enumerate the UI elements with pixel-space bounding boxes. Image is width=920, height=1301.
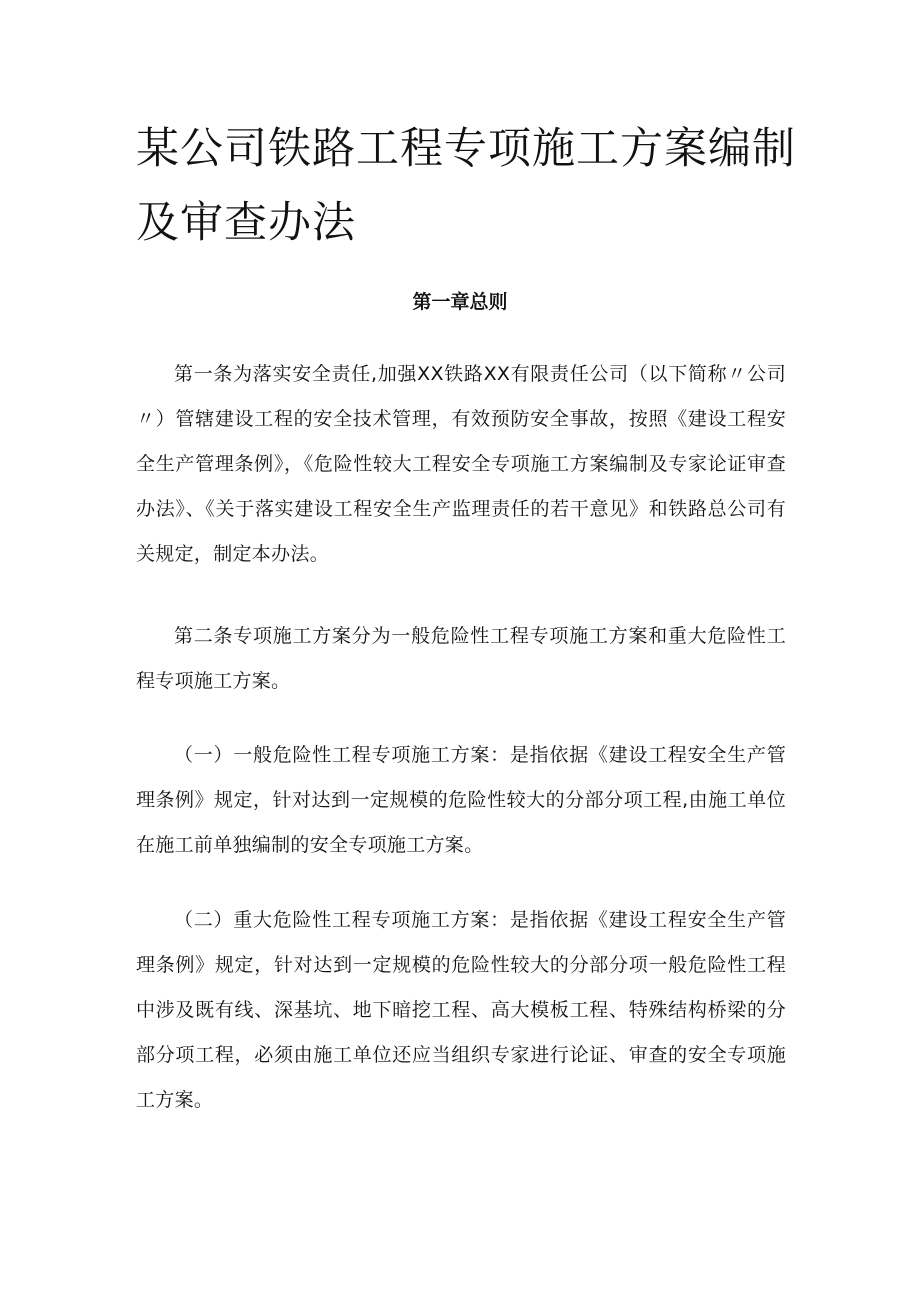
paragraph-item-1: （一）一般危险性工程专项施工方案：是指依据《建设工程安全生产管理条例》规定，针对达到一定规模的危险性较大的分部分项工程,由施工单位在施工前单独编制的安全专项施工方案。 (136, 744, 786, 856)
document-title: 某公司铁路工程专项施工方案编制及审查办法 (136, 124, 796, 248)
paragraph-item-2: （二）重大危险性工程专项施工方案：是指依据《建设工程安全生产管理条例》规定，针对达到一定规模的危险性较大的分部分项一般危险性工程中涉及既有线、深基坑、地下暗挖工程、高大模板工程、特殊结构桥梁的分部分项工程，必须由施工单位还应当组织专家进行论证、审查的安全专项施工方案。 (136, 909, 786, 1111)
paragraph-article-1: 第一条为落实安全责任,加强XX铁路XX有限责任公司（以下简称〃公司〃）管辖建设工程的安全技术管理，有效预防安全事故，按照《建设工程安全生产管理条例》，《危险性较大工程安全专项施工方案编制及专家论证审查办法》、《关于落实建设工程安全生产监理责任的若干意见》和铁路总公司有关规定，制定本办法。 (136, 363, 786, 565)
paragraph-article-2: 第二条专项施工方案分为一般危险性工程专项施工方案和重大危险性工程专项施工方案。 (136, 625, 786, 692)
chapter-heading: 第一章总则 (412, 291, 508, 313)
